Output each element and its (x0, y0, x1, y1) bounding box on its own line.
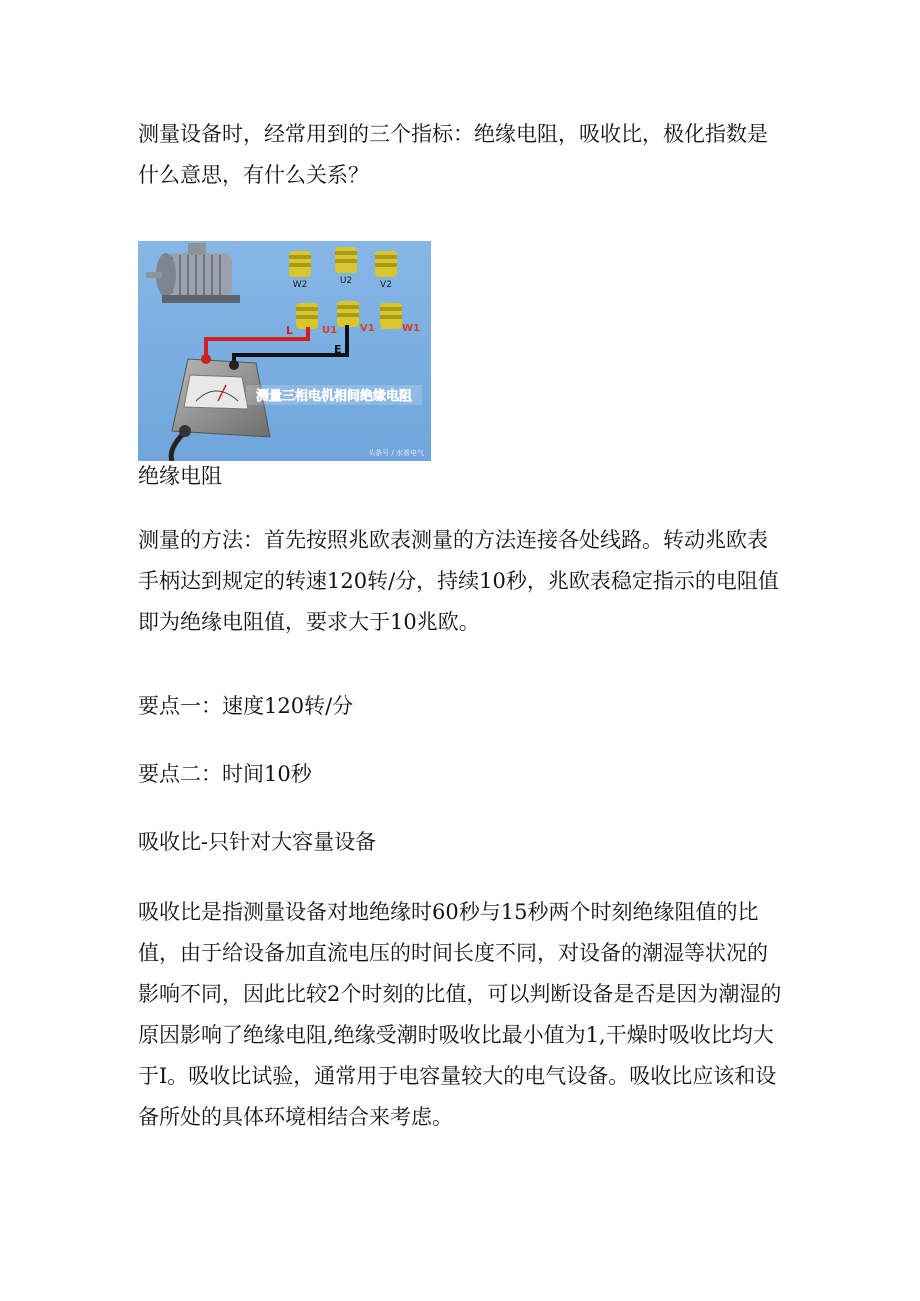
terminal-u1-label: U1 (322, 325, 338, 336)
absorption-ratio-heading: 吸收比-只针对大容量设备 (138, 830, 377, 854)
figure-caption: 绝缘电阻 (138, 464, 222, 488)
lead-l-label: L (286, 324, 294, 337)
method-paragraph: 测量的方法：首先按照兆欧表测量的方法连接各处线路。转动兆欧表手柄达到规定的转速120转/分，持续10秒，兆欧表稳定指示的电阻值即为绝缘电阻值，要求大于10兆欧。 (138, 528, 779, 634)
insulation-test-figure (138, 241, 431, 461)
key-point-one: 要点一：速度120转/分 (138, 694, 354, 718)
key-point-two: 要点二：时间10秒 (138, 762, 312, 786)
terminal-w1-label: W1 (402, 323, 420, 334)
lead-e-label: E (334, 343, 342, 356)
terminal-v1-label: V1 (360, 323, 375, 334)
terminal-w2-label: W2 (292, 280, 308, 290)
figure-watermark: 头条号 / 水善电气 (368, 449, 424, 457)
terminal-v2-label: V2 (380, 280, 392, 290)
terminals-top (289, 247, 397, 290)
terminal-u2-label: U2 (339, 276, 353, 286)
intro-paragraph: 测量设备时，经常用到的三个指标：绝缘电阻，吸收比，极化指数是什么意思，有什么关系？ (138, 122, 768, 187)
absorption-ratio-paragraph: 吸收比是指测量设备对地绝缘时60秒与15秒两个时刻绝缘阻值的比值，由于给设备加直流电压的时间长度不同，对设备的潮湿等状况的影响不同，因此比较2个时刻的比值，可以判断设备是否是因为潮湿的原因影响了绝缘电阻,绝缘受潮时吸收比最小值为1,干燥时吸收比均大于I。吸收比试验，通常用于电容量较大的电气设备。吸收比应该和设备所处的具体环境相结合来考虑。 (138, 900, 782, 1129)
figure-banner-text: 测量三相电机相间绝缘电阻 (255, 389, 413, 404)
